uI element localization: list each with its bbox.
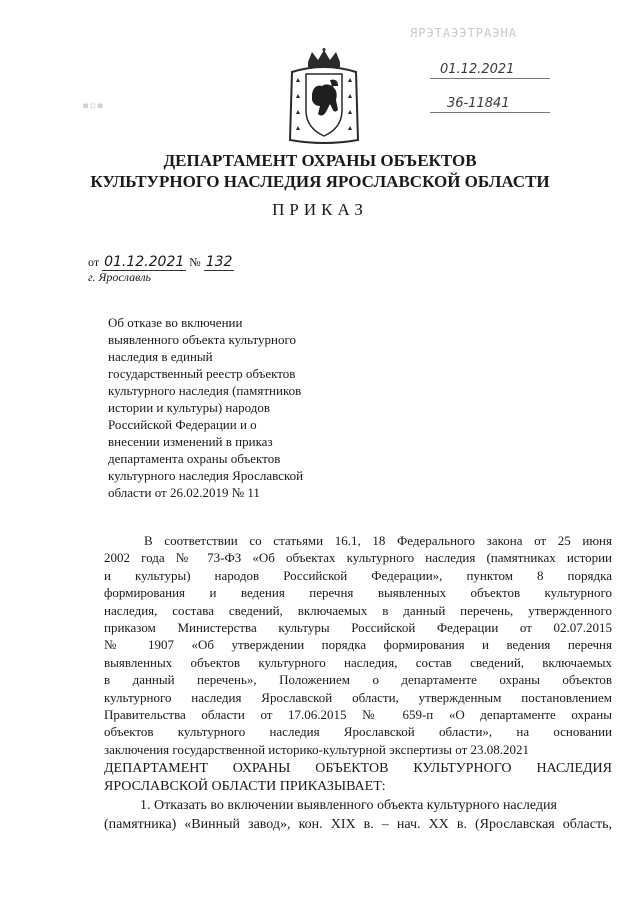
body-line: объектов культурного наследия Ярославской области», на основании <box>104 724 612 740</box>
from-label: от <box>88 255 100 269</box>
stamp-date-underline <box>430 78 550 79</box>
organization-name <box>0 150 640 192</box>
body-line: 2002 года № 73-ФЗ «Об объектах культурного наследия (памятниках истории <box>104 550 612 566</box>
subject-line: департамента охраны объектов <box>108 451 281 466</box>
number-label: № <box>189 255 201 269</box>
body-line: выявленных объектов культурного наследия, состав сведений, включаемых <box>104 654 612 670</box>
subject-line: культурного наследия (памятников <box>108 383 302 398</box>
order-dateline <box>88 254 234 270</box>
subject-line: выявленного объекта культурного <box>108 332 296 347</box>
body-line: Правительства области от 17.06.2015 № 659-п «О департаменте охраны <box>104 707 612 723</box>
stamp-date: 01.12.2021 <box>440 62 515 77</box>
order-date: 01.12.2021 <box>104 254 185 270</box>
subject-line: Российской Федерации и о <box>108 417 257 432</box>
order-number: 132 <box>205 254 233 270</box>
subject-line: Об отказе во включении <box>108 315 243 330</box>
item-line-2: (памятника) «Винный завод», кон. XIX в. – нач. XX в. (Ярославская область, <box>104 817 612 832</box>
body-line: наследия, состава сведений, включаемых в данный перечень, утвержденного <box>104 602 612 618</box>
order-item-1 <box>104 796 612 834</box>
body-line: № 1907 «Об утверждении порядка формирования и ведения перечня <box>104 637 612 653</box>
stamp-number: 36-11841 <box>447 96 510 111</box>
preamble-paragraph <box>104 532 612 758</box>
subject-line: внесении изменений в приказ <box>108 434 273 449</box>
city: г. Ярославль <box>88 270 152 284</box>
subject-line: области от 26.02.2019 № 11 <box>108 485 260 500</box>
organization-line-2: КУЛЬТУРНОГО НАСЛЕДИЯ ЯРОСЛАВСКОЙ ОБЛАСТИ <box>90 172 550 191</box>
coat-of-arms-icon <box>286 48 362 146</box>
order-clause-line-1: ДЕПАРТАМЕНТ ОХРАНЫ ОБЪЕКТОВ КУЛЬТУРНОГО НАСЛЕДИЯ <box>104 761 612 776</box>
document-type: ПРИКАЗ <box>272 200 368 219</box>
body-line: заключения государственной историко-культурной экспертизы от 23.08.2021 <box>104 741 530 757</box>
order-clause-line-2: ЯРОСЛАВСКОЙ ОБЛАСТИ ПРИКАЗЫВАЕТ: <box>104 779 386 794</box>
body-line: В соответствии со статьями 16.1, 18 Федерального закона от 25 июня <box>144 533 612 548</box>
subject-line: истории и культуры) народов <box>108 400 271 415</box>
subject-line: государственный реестр объектов <box>108 366 296 381</box>
subject-line: культурного наследия Ярославской <box>108 468 304 483</box>
stamp-number-underline <box>430 112 550 113</box>
body-line: формирования и ведения перечня выявленных объектов культурного <box>104 585 612 601</box>
body-line: и культуры) народов Российской Федерации», пунктом 8 порядка <box>104 567 612 583</box>
body-line: приказом Министерства культуры Российской Федерации от 02.07.2015 <box>104 620 612 636</box>
stamp-header: ЯРЭТАЭЭТРАЭНА <box>410 26 517 40</box>
item-line-1: 1. Отказать во включении выявленного объекта культурного наследия <box>140 798 557 813</box>
subject-line: наследия в единый <box>108 349 213 364</box>
faint-scan-mark: ▪▫▪ <box>82 98 104 112</box>
order-subject <box>108 314 368 501</box>
order-clause <box>104 760 612 796</box>
organization-line-1: ДЕПАРТАМЕНТ ОХРАНЫ ОБЪЕКТОВ <box>163 151 477 170</box>
body-line: культурного наследия Ярославской области, утвержденным постановлением <box>104 689 612 705</box>
body-line: в данный перечень», Положением о департаменте охраны объектов <box>104 672 612 688</box>
